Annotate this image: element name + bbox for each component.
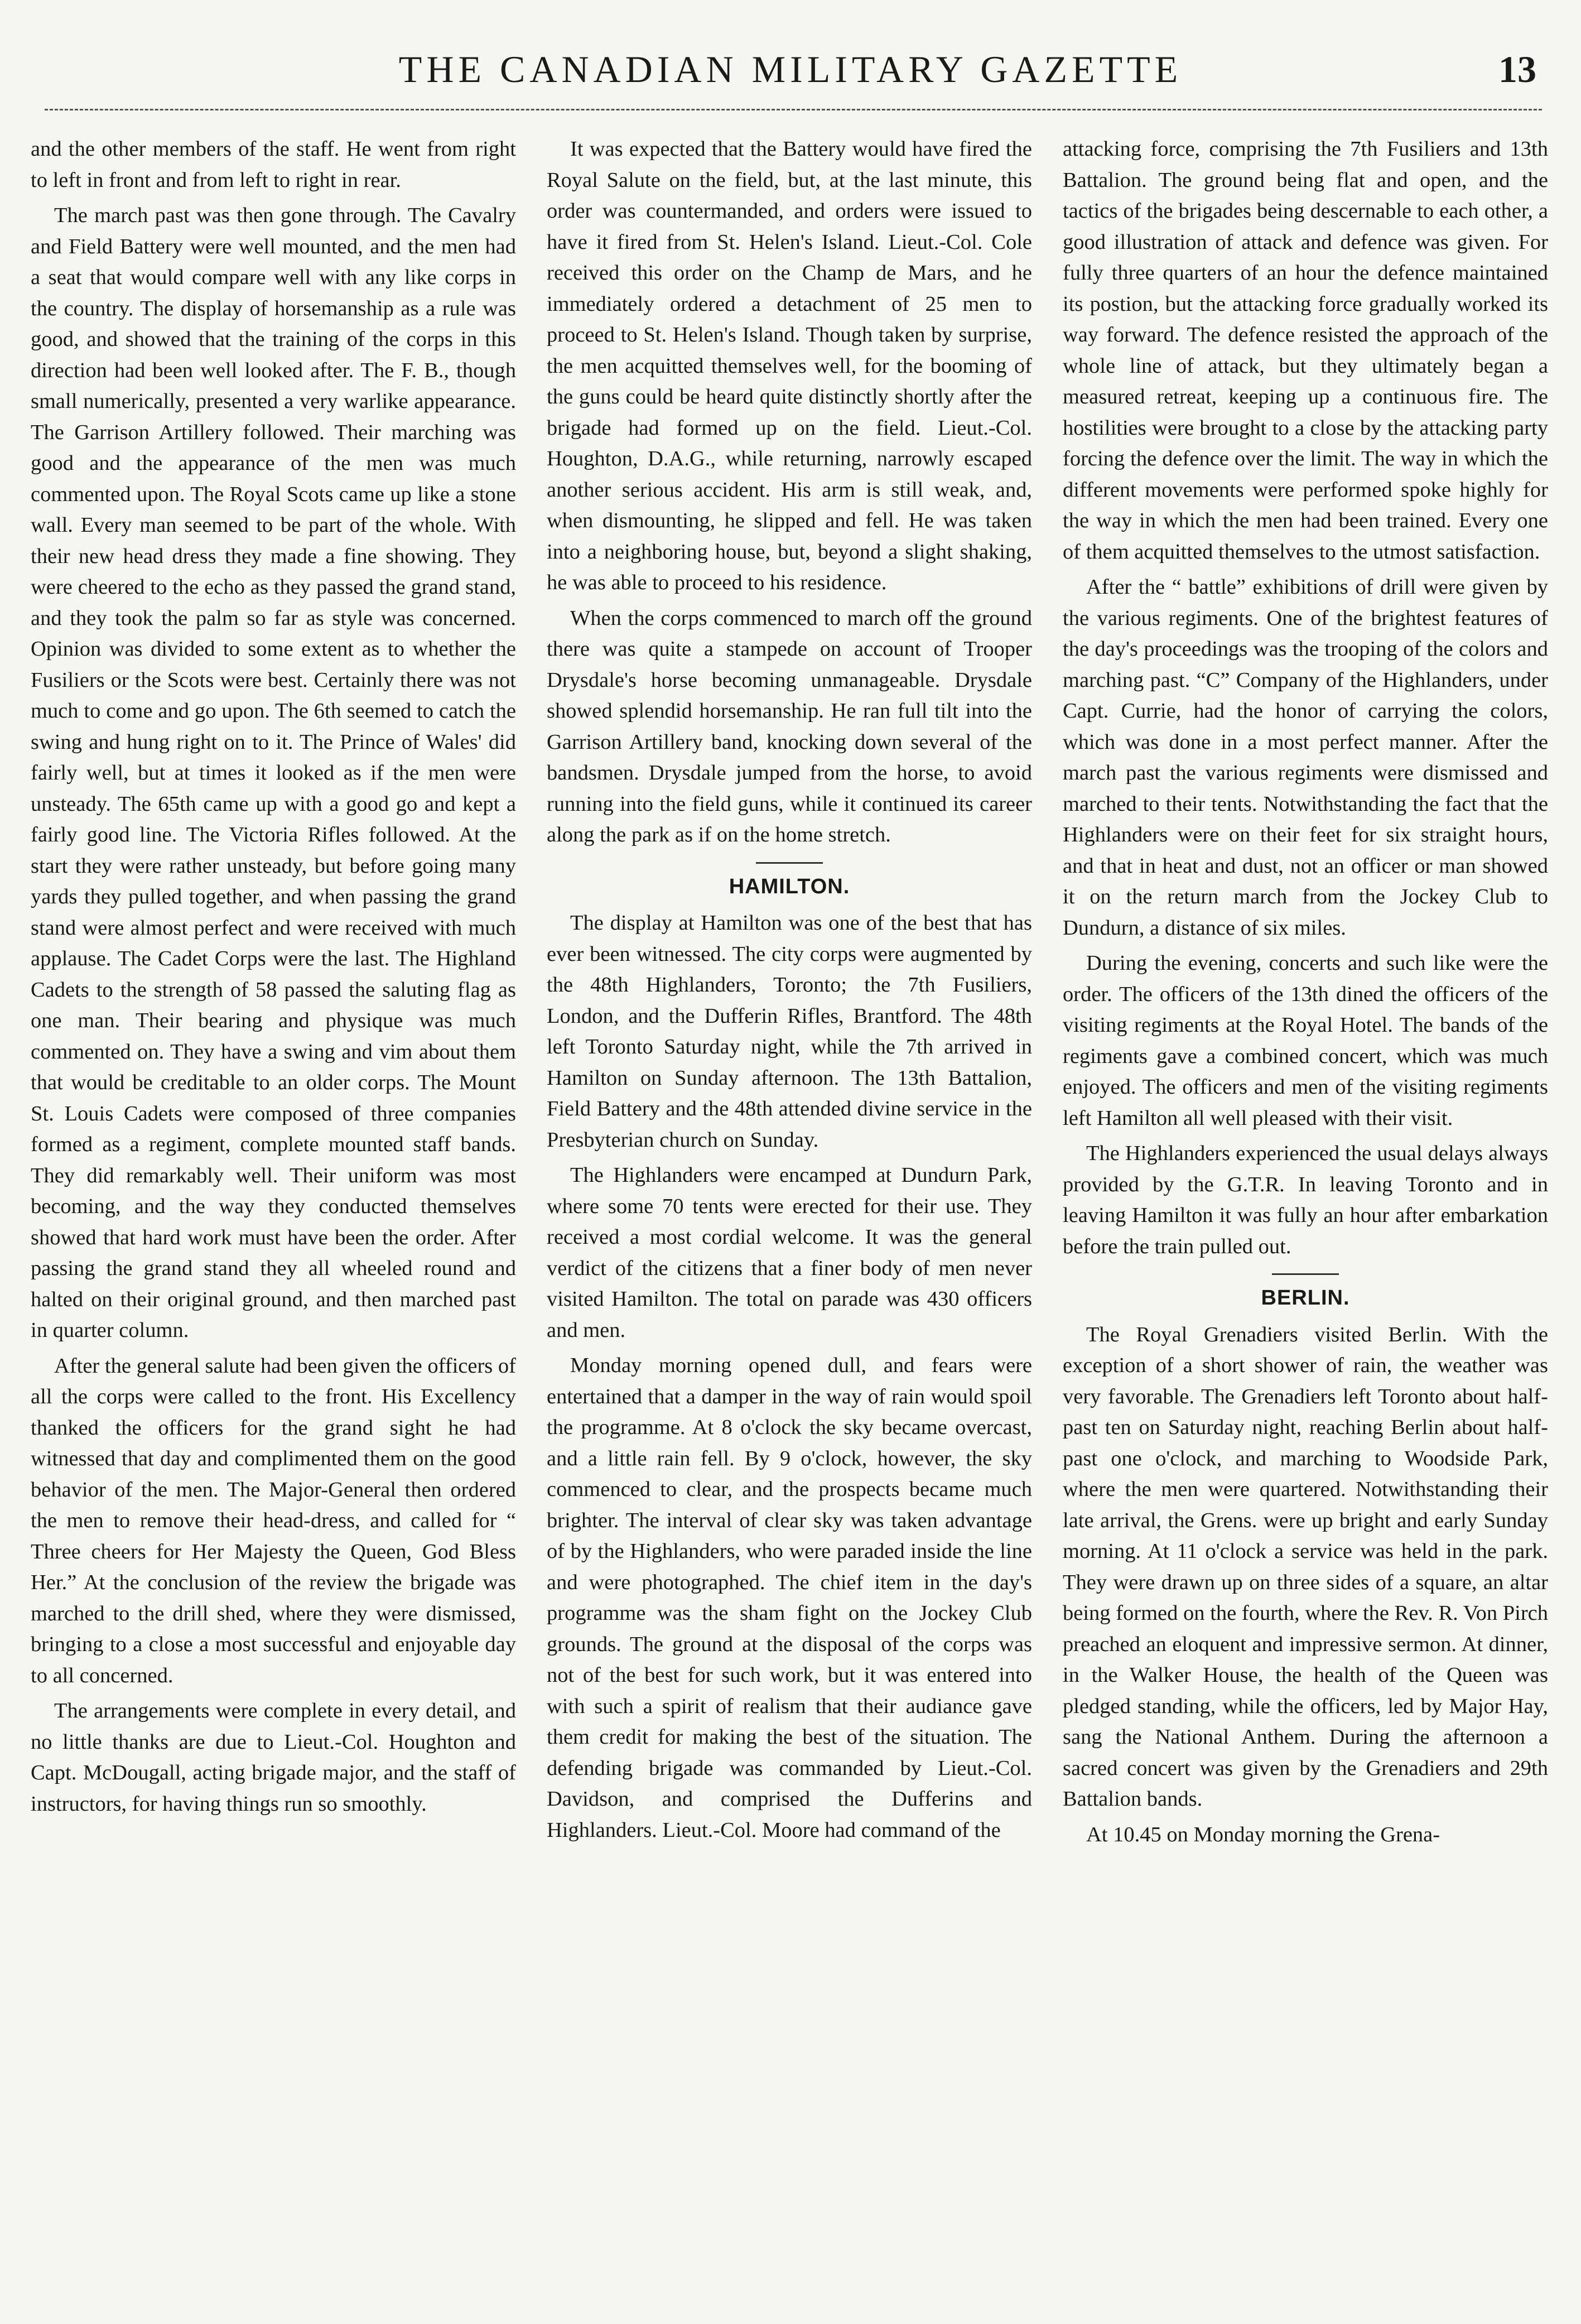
paragraph: The arrangements were complete in every detail, and no little thanks are due to Lieut.-Col. Houghton and Capt. McDougall, acting brigade major, and the staff of instructors, for having things run so smoothly. [31, 1699, 516, 1816]
column-3 [1063, 134, 1548, 1850]
paragraph: During the evening, concerts and such like were the order. The officers of the 13th dined the officers of the visiting regiments at the Royal Hotel. The bands of the regiments gave a combined concert, which was much enjoyed. The officers and men of the visiting regiments left Hamilton all well pleased with their visit. [1063, 951, 1548, 1130]
paragraph: At 10.45 on Monday morning the Grena- [1086, 1822, 1440, 1846]
header-rule [45, 109, 1542, 110]
paragraph: The display at Hamilton was one of the best that has ever been witnessed. The city corps were augmented by the 48th Highlanders, Toronto; the 7th Fusiliers, London, and the Dufferin Rifles, Brantford. The 48th left Toronto Saturday night, while the 7th arrived in Hamilton on Sunday afternoon. The 13th Battalion, Field Battery and the 48th attended divine service in the Presbyterian church on Sunday. [547, 911, 1032, 1152]
section-heading-hamilton: HAMILTON. [729, 874, 850, 898]
paragraph: Monday morning opened dull, and fears were entertained that a damper in the way of rain would spoil the programme. At 8 o'clock the sky became overcast, and a little rain fell. By 9 o'clock, however, the sky commenced to clear, and the prospects became much brighter. The interval of clear sky was taken advantage of by the Highlanders, who were paraded inside the line and were photographed. The chief item in the day's programme was the sham fight on the Jockey Club grounds. The ground at the disposal of the corps was not of the best for such work, but it was entered into with such a spirit of realism that their audiance gave them credit for making the best of the situation. The defending brigade was commanded by Lieut.-Col. Davidson, and comprised the Dufferins and Highlanders. Lieut.-Col. Moore had command of the [547, 1354, 1032, 1842]
masthead [33, 47, 1548, 98]
column-2 [547, 134, 1032, 1846]
paragraph: The march past was then gone through. The Cavalry and Field Battery were well mounted, and the men had a seat that would compare well with any like corps in the country. The display of horsemanship as a rule was good, and showed that the training of the corps in this direction had been well looked after. The F. B., though small numerically, presented a very warlike appearance. The Garrison Artillery followed. Their marching was good and the appearance of the men was much commented upon. The Royal Scots came up like a stone wall. Every man seemed to be part of the whole. With their new head dress they made a fine showing. They were cheered to the echo as they passed the grand stand, and they took the palm so far as style was concerned. Opinion was divided to some extent as to whether the Fusiliers or the Scots were best. Certainly there was not much to come and go upon. The 6th seemed to catch the swing and hung right on to it. The Prince of Wales' did fairly well, but at times it looked as if the men were unsteady. The 65th came up with a good go and kept a fairly good line. The Victoria Rifles followed. At the start they were rather unsteady, but before going many yards they pulled together, and when passing the grand stand were almost perfect and were received with much applause. The Cadet Corps were the last. The Highland Cadets to the strength of 58 passed the saluting flag as one man. Their bearing and physique was much commented on. They have a swing and vim about them that would be creditable to an older corps. The Mount St. Louis Cadets were composed of three companies formed as a regiment, complete mounted staff bands. They did remarkably well. Their uniform was most becoming, and the way they conducted themselves showed that hard work must have been the order. After passing the grand stand they all wheeled round and halted on their original ground, and then marched past in quarter column. [31, 204, 516, 1342]
paragraph: After the “ battle” exhibitions of drill were given by the various regiments. One of the brightest features of the day's proceedings was the trooping of the colors and marching past. “C” Company of the Highlanders, under Capt. Currie, had the honor of carrying the colors, which was done in a most perfect manner. After the march past the various regiments were dismissed and marched to their tents. Notwithstanding the fact that the Highlanders were on their feet for six straight hours, and that in heat and dust, not an officer or man showed it on the return march from the Jockey Club to Dundurn, a distance of six miles. [1063, 575, 1548, 940]
paragraph: When the corps commenced to march off the ground there was quite a stampede on account of Trooper Drysdale's horse becoming unmanageable. Drysdale showed splendid horsemanship. He ran full tilt into the Garrison Artillery band, knocking down several of the bandsmen. Drysdale jumped from the horse, to avoid running into the field guns, while it continued its career along the park as if on the home stretch. [547, 606, 1032, 846]
paragraph: attacking force, comprising the 7th Fusiliers and 13th Battalion. The ground being flat and open, and the tactics of the brigades being descernable to each other, a good illustration of attack and defence was given. For fully three quarters of an hour the defence maintained its postion, but the attacking force gradually worked its way forward. The defence resisted the approach of the whole line of attack, but they ultimately began a measured retreat, keeping up a continuous fire. The hostilities were brought to a close by the attacking party forcing the defence over the limit. The way in which the different movements were performed spoke highly for the way in which the men had been trained. Every one of them acquitted themselves to the utmost satisfaction. [1063, 137, 1548, 564]
paragraph: After the general salute had been given the officers of all the corps were called to the front. His Excellency thanked the officers for the grand sight he had witnessed that day and complimented them on the good behavior of the men. The Major-General then ordered the men to remove their head-dress, and called for “ Three cheers for Her Majesty the Queen, God Bless Her.” At the conclusion of the review the brigade was marched to the drill shed, where they were dismissed, bringing to a close a most successful and enjoyable day to all concerned. [31, 1354, 516, 1687]
publication-title: THE CANADIAN MILITARY GAZETTE [398, 48, 1183, 90]
paragraph: The Highlanders experienced the usual delays always provided by the G.T.R. In leaving Toronto and in leaving Hamilton it was fully an hour after embarkation before the train pulled out. [1063, 1142, 1548, 1258]
section-divider [1272, 1273, 1339, 1275]
paragraph: The Highlanders were encamped at Dundurn Park, where some 70 tents were erected for their use. They received a most cordial welcome. It was the general verdict of the citizens that a finer body of men never visited Hamilton. The total on parade was 430 officers and men. [547, 1163, 1032, 1342]
paragraph: The Royal Grenadiers visited Berlin. With the exception of a short shower of rain, the weather was very favorable. The Grenadiers left Toronto about half-past ten on Saturday night, reaching Berlin about half-past one o'clock, and marching to Woodside Park, where the men were quartered. Notwithstanding their late arrival, the Grens. were up bright and early Sunday morning. At 11 o'clock a service was held in the park. They were drawn up on three sides of a square, an altar being formed on the fourth, where the Rev. R. Von Pirch preached an eloquent and impressive sermon. At dinner, in the Walker House, the health of the Queen was pledged standing, while the officers, led by Major Hay, sang the National Anthem. During the afternoon a sacred concert was given by the Grenadiers and 29th Battalion bands. [1063, 1322, 1548, 1811]
section-divider [756, 862, 823, 864]
section-heading-berlin: BERLIN. [1261, 1286, 1350, 1310]
paragraph: It was expected that the Battery would have fired the Royal Salute on the field, but, at the last minute, this order was countermanded, and orders were issued to have it fired from St. Helen's Island. Lieut.-Col. Cole received this order on the Champ de Mars, and he immediately ordered a detachment of 25 men to proceed to St. Helen's Island. Though taken by surprise, the men acquitted themselves well, for the booming of the guns could be heard quite distinctly shortly after the brigade had formed up on the field. Lieut.-Col. Houghton, D.A.G., while returning, narrowly escaped another serious accident. His arm is still weak, and, when dismounting, he slipped and fell. He was taken into a neighboring house, but, beyond a slight shaking, he was able to proceed to his residence. [547, 137, 1032, 594]
column-1 [31, 134, 516, 1820]
page-number: 13 [1498, 48, 1536, 90]
paragraph: and the other members of the staff. He went from right to left in front and from left to right in rear. [31, 137, 516, 192]
